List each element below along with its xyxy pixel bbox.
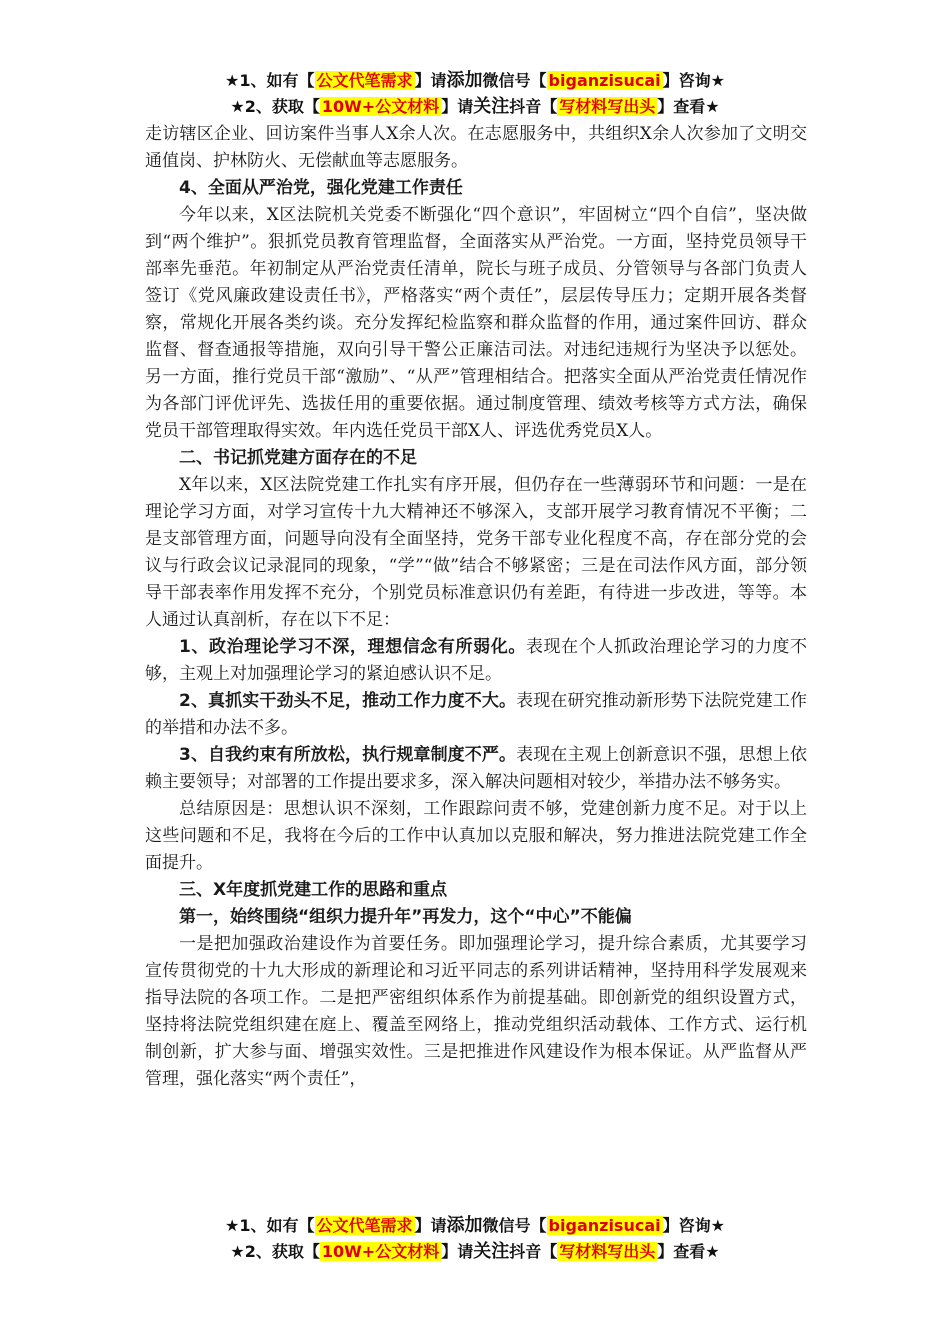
highlight-douyin: 写材料写出头 [559,97,656,116]
section-heading-next-year: 三、X年度抓党建工作的思路和重点 [179,880,448,900]
section-heading-shortcomings: 二、书记抓党建方面存在的不足 [179,448,417,468]
shortcoming-item-1: 1、政治理论学习不深，理想信念有所弱化。表现在个人抓政治理论学习的力度不够，主观上对加强理论学习的紧迫感认识不足。 [145,637,808,684]
paragraph-continued: 走访辖区企业、回访案件当事人X余人次。在志愿服务中，共组织X余人次参加了文明交通值岗、护林防火、无偿献血等志愿服务。 [145,124,807,171]
highlight-materials: 10W+公文材料 [321,1242,440,1261]
highlight-douyin: 写材料写出头 [559,1242,656,1261]
promo-line-1: ★1、如有【 公文代笔需求 】请添加微信号【 biganzisucai 】咨询★ [225,70,725,91]
shortcoming-item-3: 3、自我约束有所放松，执行规章制度不严。表现在主观上创新意识不强，思想上依赖主要领导；对部署的工作提出要求多，深入解决问题相对较少，举措办法不够务实。 [145,745,808,792]
highlight-ghostwriting: 公文代笔需求 [316,71,413,90]
promo-line-2: ★2、获取【 10W+公文材料 】请关注抖音【 写材料写出头 】查看★ [230,1241,720,1262]
bottom-promo-banner [0,1213,950,1265]
heading-strict-party-governance: 4、全面从严治党，强化党建工作责任 [179,178,463,198]
paragraph-party-governance: 今年以来，X区法院机关党委不断强化“四个意识”，牢固树立“四个自信”，坚决做到“两个维护”。狠抓党员教育管理监督，全面落实从严治党。一方面，坚持党员领导干部率先垂范。年初制定从严治党责任清单，院长与班子成员、分管领导与各部门负责人签订《党风廉政建设责任书》，严格落实“两个责任”，层层传导压力；定期开展各类督察，常规化开展各类约谈。充分发挥纪检监察和群众监督的作用，通过案件回访、群众监督、督查通报等措施，双向引导干警公正廉洁司法。对违纪违规行为坚决予以惩处。另一方面，推行党员干部“激励”、“从严”管理相结合。把落实全面从严治党责任情况作为各部门评优评先、选拔任用的重要依据。通过制度管理、绩效考核等方式方法，确保党员干部管理取得实效。年内选任党员干部X人、评选优秀党员X人。 [145,205,807,441]
highlight-wechat-id: biganzisucai [548,1216,661,1235]
document-body [145,121,807,1093]
promo-line-2: ★2、获取【 10W+公文材料 】请关注抖音【 写材料写出头 】查看★ [230,96,720,117]
shortcoming-item-2: 2、真抓实干劲头不足，推动工作力度不大。表现在研究推动新形势下法院党建工作的举措和办法不多。 [145,691,808,738]
subheading-first: 第一，始终围绕“组织力提升年”再发力，这个“中心”不能偏 [179,907,632,927]
highlight-materials: 10W+公文材料 [321,97,440,116]
top-promo-banner [0,68,950,120]
highlight-ghostwriting: 公文代笔需求 [316,1216,413,1235]
paragraph-first-measures: 一是把加强政治建设作为首要任务。即加强理论学习，提升综合素质，尤其要学习宣传贯彻党的十九大形成的新理论和习近平同志的系列讲话精神，坚持用科学发展观来指导法院的各项工作。二是把严密组织体系作为前提基础。即创新党的组织设置方式，坚持将法院党组织建在庭上、覆盖至网络上，推动党组织活动载体、工作方式、运行机制创新，扩大参与面、增强实效性。三是把推进作风建设作为根本保证。从严监督从严管理，强化落实“两个责任”， [145,934,807,1089]
paragraph-root-causes: 总结原因是：思想认识不深刻，工作跟踪问责不够，党建创新力度不足。对于以上这些问题和不足，我将在今后的工作中认真加以克服和解决，努力推进法院党建工作全面提升。 [145,799,807,873]
promo-line-1: ★1、如有【 公文代笔需求 】请添加微信号【 biganzisucai 】咨询★ [225,1215,725,1236]
paragraph-shortcomings-overview: X年以来，X区法院党建工作扎实有序开展，但仍存在一些薄弱环节和问题：一是在理论学习方面，对学习宣传十九大精神还不够深入，支部开展学习教育情况不平衡；二是支部管理方面，问题导向没有全面坚持，党务干部专业化程度不高，存在部分党的会议与行政会议记录混同的现象，“学”“做”结合不够紧密；三是在司法作风方面，部分领导干部表率作用发挥不充分，个别党员标准意识仍有差距，有待进一步改进，等等。本人通过认真剖析，存在以下不足： [145,475,807,630]
highlight-wechat-id: biganzisucai [548,71,661,90]
